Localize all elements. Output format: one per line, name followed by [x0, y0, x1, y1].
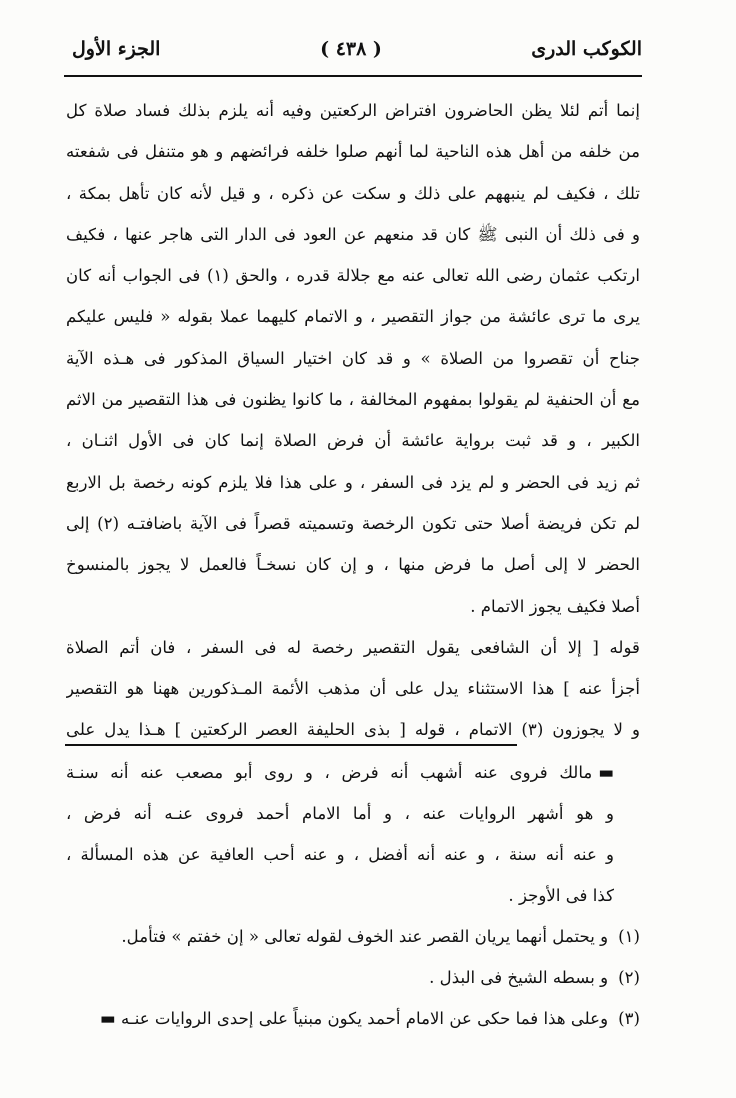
body-line: يرى ما ترى عائشة من جواز التقصير ، و الاتمام كليهما عملا بقوله « فليس عليكم — [66, 307, 640, 327]
footnote-continuation-line: و هو أشهر الروايات عنه ، و أما الامام أحمد فروى عنـه أنه فرض ، — [66, 804, 614, 823]
body-line: أصلا فكيف يجوز الاتمام . — [470, 596, 640, 616]
body-line: و لا يجوزون (٣) الاتمام ، قوله [ بذى الحليفة العصر الركعتين ] هـذا يدل على — [66, 720, 640, 740]
body-line: لم تكن فريضة أصلا حتى تكون الرخصة وتسميته قصراً فى الآية باضافتـه (٢) إلى — [66, 513, 640, 533]
page-number: ( ٤٣٨ ) — [320, 38, 382, 60]
footnote-continuation-line: كذا فى الأوجز . — [508, 886, 614, 905]
header-rule — [64, 75, 642, 77]
volume-label: الجزء الأول — [72, 38, 161, 60]
body-line: إنما أتم لئلا يظن الحاضرون افتراض الركعتين وفيه أنه يلزم بذلك فساد صلاة كل — [66, 101, 640, 120]
continuation-dash: ▬ — [598, 762, 614, 782]
body-line: قوله [ إلا أن الشافعى يقول التقصير رخصة له فى السفر ، فان أتم الصلاة — [66, 637, 640, 657]
footnote-continuation-line: و عنه أنه سنة ، و عنه أنه أفضل ، و عنه أحب العافية عن هذه المسألة ، — [66, 845, 614, 864]
body-line: ارتكب عثمان رضى الله تعالى عنه مع جلالة قدره ، والحق (١) فى الجواب أنه كان — [66, 266, 640, 286]
footnote-separator — [65, 744, 517, 746]
footnote-text: و يحتمل أنهما يريان القصر عند الخوف لقوله تعالى « إن خفتم » فتأمل. — [121, 927, 609, 946]
body-line: تلك ، فكيف لم ينبههم على ذلك و سكت عن ذكره ، و قيل لأنه كان تأهل بمكة ، — [66, 183, 640, 203]
footnote-mark: (٢) — [618, 968, 640, 987]
main-text — [66, 90, 640, 751]
footnote-3 — [66, 998, 640, 1039]
footnote-mark: (٣) — [618, 1009, 640, 1028]
body-line: و فى ذلك أن النبى ﷺ كان قد منعهم عن العود فى الدار التى هاجر عنها ، فكيف — [66, 224, 640, 244]
running-header — [60, 30, 642, 70]
footnote-continuation-text: مالك فروى عنه أشهب أنه فرض ، و روى أبو مصعب عنه أنه سنـة — [66, 763, 593, 782]
body-line: أجزأ عنه ] هذا الاستثناء يدل على أن مذهب الأئمة المـذكورين ههنا هو التقصير — [66, 679, 640, 699]
footnote-text: و بسطه الشيخ فى البذل . — [429, 968, 609, 987]
body-line: جناح أن تقصروا من الصلاة » و قد كان اختيار السياق المذكور فى هـذه الآية — [66, 348, 640, 368]
footnote-continuation-line — [66, 752, 640, 793]
body-line: من خلفه من أهل هذه الناحية لما أنهم صلوا خلفه فرائضهم و هو متنفل فى شفعته — [66, 142, 640, 162]
footnotes — [66, 752, 640, 1039]
body-line: الحضر لا إلى أصل ما فرض منها ، و إن كان نسخـاً فالعمل لا يجوز بالمنسوخ — [66, 555, 640, 575]
footnote-mark: (١) — [618, 927, 640, 946]
body-line: مع أن الحنفية لم يقولوا بمفهوم المخالفة ، ما كانوا يظنون فى هذا التقصير من الاثم — [66, 390, 640, 410]
book-title: الكوكب الدرى — [531, 38, 642, 60]
footnote-text: وعلى هذا فما حكى عن الامام أحمد يكون مبنياً على إحدى الروايات عنـه ▬ — [100, 1009, 609, 1028]
footnote-1 — [66, 916, 640, 957]
body-line: ثم زيد فى الحضر و لم يزد فى السفر ، و على هذا فلا يلزم كونه رخصة بل الاربع — [66, 472, 640, 492]
body-line: الكبير ، و قد ثبت برواية عائشة أن فرض الصلاة إنما كان فى الأول اثنـان ، — [66, 431, 640, 451]
footnote-2 — [66, 957, 640, 998]
